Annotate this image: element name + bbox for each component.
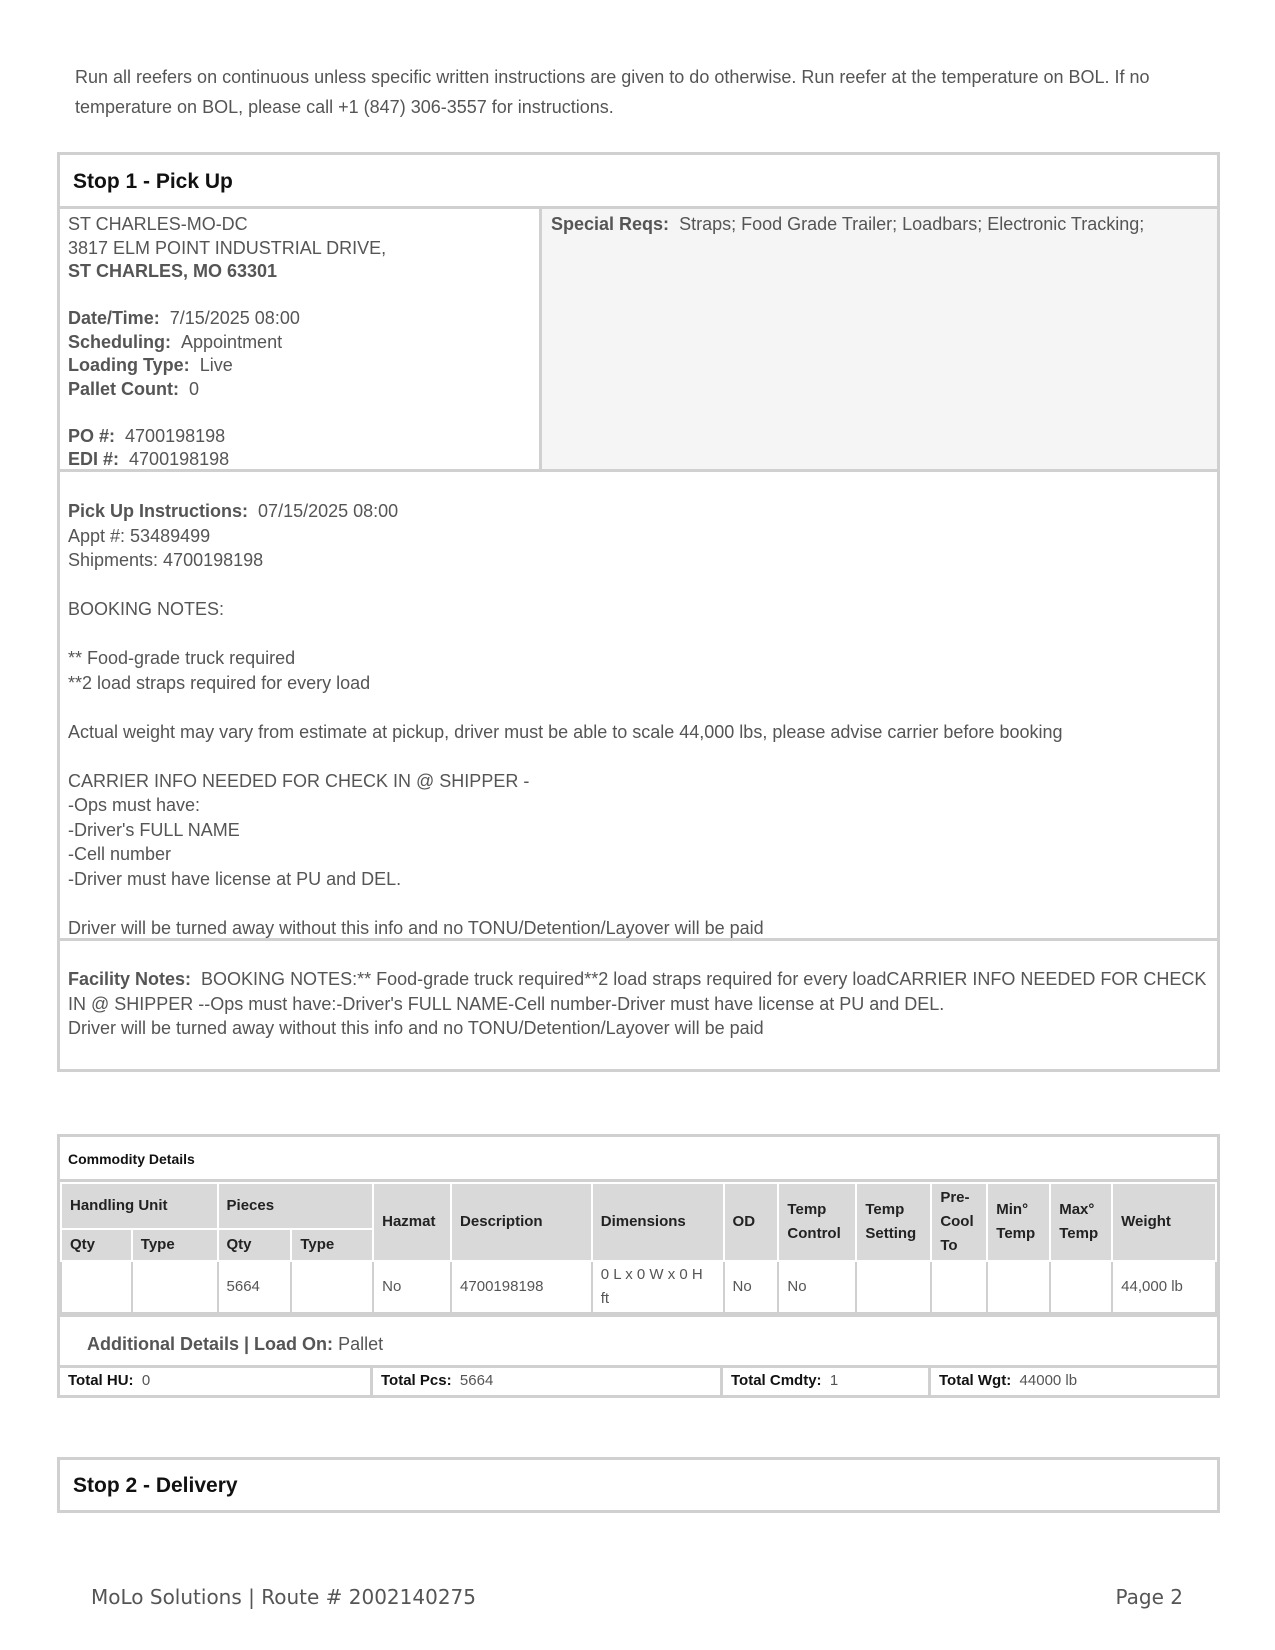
instructions-time: 07/15/2025 08:00 bbox=[258, 501, 399, 521]
cell-temp-control: No bbox=[778, 1261, 856, 1313]
additional-details bbox=[60, 1314, 1217, 1368]
cell-hu-type bbox=[132, 1261, 218, 1313]
special-requirements-cell bbox=[542, 209, 1217, 469]
pallet-count-line: Pallet Count: 0 bbox=[68, 378, 200, 399]
header-min-temp: Min° Temp bbox=[987, 1183, 1050, 1261]
cell-min-temp bbox=[987, 1261, 1050, 1313]
carrier-info-line: -Driver must have license at PU and DEL. bbox=[68, 868, 402, 889]
special-reqs-label: Special Reqs: bbox=[551, 214, 670, 234]
total-pcs: Total Pcs: 5664 bbox=[373, 1368, 723, 1396]
header-od: OD bbox=[724, 1183, 779, 1261]
additional-details-value: Pallet bbox=[338, 1334, 384, 1354]
commodity-table bbox=[60, 1182, 1217, 1314]
header-max-temp: Max° Temp bbox=[1050, 1183, 1112, 1261]
scheduling-value: Appointment bbox=[181, 331, 283, 352]
pickup-instructions bbox=[60, 472, 1217, 941]
carrier-info-line: -Ops must have: bbox=[68, 795, 201, 815]
footer-page-number: Page 2 bbox=[1115, 1585, 1183, 1609]
stop-2-title: Stop 2 - Delivery bbox=[73, 1474, 238, 1497]
po-value: 4700198198 bbox=[125, 425, 226, 446]
cell-weight: 44,000 lb bbox=[1112, 1261, 1216, 1313]
stop-2-section bbox=[57, 1457, 1220, 1513]
facility-turned-away-note: Driver will be turned away without this info and no TONU/Detention/Layover will be paid bbox=[68, 1018, 764, 1038]
header-hazmat: Hazmat bbox=[373, 1183, 451, 1261]
header-hu-qty: Qty bbox=[61, 1229, 132, 1261]
commodity-details-section bbox=[57, 1134, 1220, 1398]
datetime-line: Date/Time: 7/15/2025 08:00 bbox=[68, 308, 300, 328]
edi-line: EDI #: 4700198198 bbox=[68, 449, 230, 469]
turned-away-note: Driver will be turned away without this info and no TONU/Detention/Layover will be paid bbox=[68, 917, 764, 938]
header-pcs-qty: Qty bbox=[218, 1229, 292, 1261]
pallet-count-value: 0 bbox=[189, 378, 200, 399]
scheduling-line: Scheduling: Appointment bbox=[68, 331, 283, 352]
po-line: PO #: 4700198198 bbox=[68, 425, 226, 446]
carrier-info-line: -Driver's FULL NAME bbox=[68, 819, 240, 840]
city-state-zip: ST CHARLES, MO 63301 bbox=[68, 261, 278, 281]
street-address: 3817 ELM POINT INDUSTRIAL DRIVE, bbox=[68, 237, 387, 258]
weight-note: Actual weight may vary from estimate at pickup, driver must be able to scale 44,000 lbs, please advise carrier before booking bbox=[68, 721, 1063, 742]
cell-dimensions: 0 L x 0 W x 0 H ft bbox=[592, 1261, 724, 1313]
cell-od: No bbox=[724, 1261, 779, 1313]
loading-type-value: Live bbox=[199, 355, 233, 375]
header-temp-control: Temp Control bbox=[778, 1183, 856, 1261]
table-row bbox=[61, 1261, 1216, 1313]
header-precool: Pre-Cool To bbox=[931, 1183, 987, 1261]
stop-1-title: Stop 1 - Pick Up bbox=[60, 155, 1217, 209]
header-hu-type: Type bbox=[132, 1229, 218, 1261]
total-hu: Total HU: 0 bbox=[60, 1368, 373, 1396]
header-description: Description bbox=[451, 1183, 592, 1261]
loading-type-line: Loading Type: Live bbox=[68, 355, 233, 375]
reefer-instructions: Run all reefers on continuous unless specific written instructions are given to do otherwise. Run reefer at the temperature on BOL. If no temperature on BOL, please call +1 (847) 306-3557 for instructions. bbox=[75, 67, 1150, 117]
booking-notes-heading: BOOKING NOTES: bbox=[68, 599, 225, 619]
cell-pcs-qty: 5664 bbox=[218, 1261, 292, 1313]
additional-details-label: Additional Details | Load On: bbox=[87, 1334, 334, 1354]
total-wgt: Total Wgt: 44000 lb bbox=[939, 1372, 1078, 1389]
location-name: ST CHARLES-MO-DC bbox=[68, 214, 248, 234]
carrier-info-line: CARRIER INFO NEEDED FOR CHECK IN @ SHIPPER - bbox=[68, 770, 530, 791]
header-temp-setting: Temp Setting bbox=[856, 1183, 931, 1261]
booking-note: **2 load straps required for every load bbox=[68, 672, 371, 693]
totals-row bbox=[60, 1368, 1217, 1396]
special-reqs-value: Straps; Food Grade Trailer; Loadbars; Electronic Tracking; bbox=[679, 214, 1145, 234]
facility-notes-text: Facility Notes: BOOKING NOTES:** Food-grade truck required**2 load straps required for every loadCARRIER INFO NEEDED FOR CHECK IN @ SHIPPER --Ops must have:-Driver's FULL NAME-Cell number-Driver must have license at PU and DEL. bbox=[68, 969, 1207, 1014]
header-pcs-type: Type bbox=[291, 1229, 373, 1261]
total-cmdty: Total Cmdty: 1 bbox=[723, 1368, 931, 1396]
cell-pcs-type bbox=[291, 1261, 373, 1313]
footer-route: MoLo Solutions | Route # 2002140275 bbox=[91, 1585, 476, 1609]
header-dimensions: Dimensions bbox=[592, 1183, 724, 1261]
carrier-info-line: -Cell number bbox=[68, 844, 172, 864]
cell-max-temp bbox=[1050, 1261, 1112, 1313]
datetime-value: 7/15/2025 08:00 bbox=[169, 308, 300, 328]
cell-description: 4700198198 bbox=[451, 1261, 592, 1313]
header-handling-unit: Handling Unit bbox=[61, 1183, 218, 1229]
cell-precool bbox=[931, 1261, 987, 1313]
booking-note: ** Food-grade truck required bbox=[68, 648, 296, 668]
shipments: Shipments: 4700198198 bbox=[68, 550, 264, 570]
cell-temp-setting bbox=[856, 1261, 931, 1313]
commodity-title: Commodity Details bbox=[60, 1137, 1217, 1182]
appt-number: Appt #: 53489499 bbox=[68, 525, 211, 546]
stop-1-address-cell bbox=[60, 209, 542, 469]
instructions-line: Pick Up Instructions: 07/15/2025 08:00 bbox=[68, 501, 399, 521]
edi-value: 4700198198 bbox=[129, 449, 230, 469]
header-pieces: Pieces bbox=[218, 1183, 374, 1229]
facility-notes bbox=[60, 941, 1217, 1041]
cell-hazmat: No bbox=[373, 1261, 451, 1313]
cell-hu-qty bbox=[61, 1261, 132, 1313]
stop-1-section bbox=[57, 152, 1220, 1072]
header-weight: Weight bbox=[1112, 1183, 1216, 1261]
stop-1-details-row bbox=[60, 209, 1217, 472]
